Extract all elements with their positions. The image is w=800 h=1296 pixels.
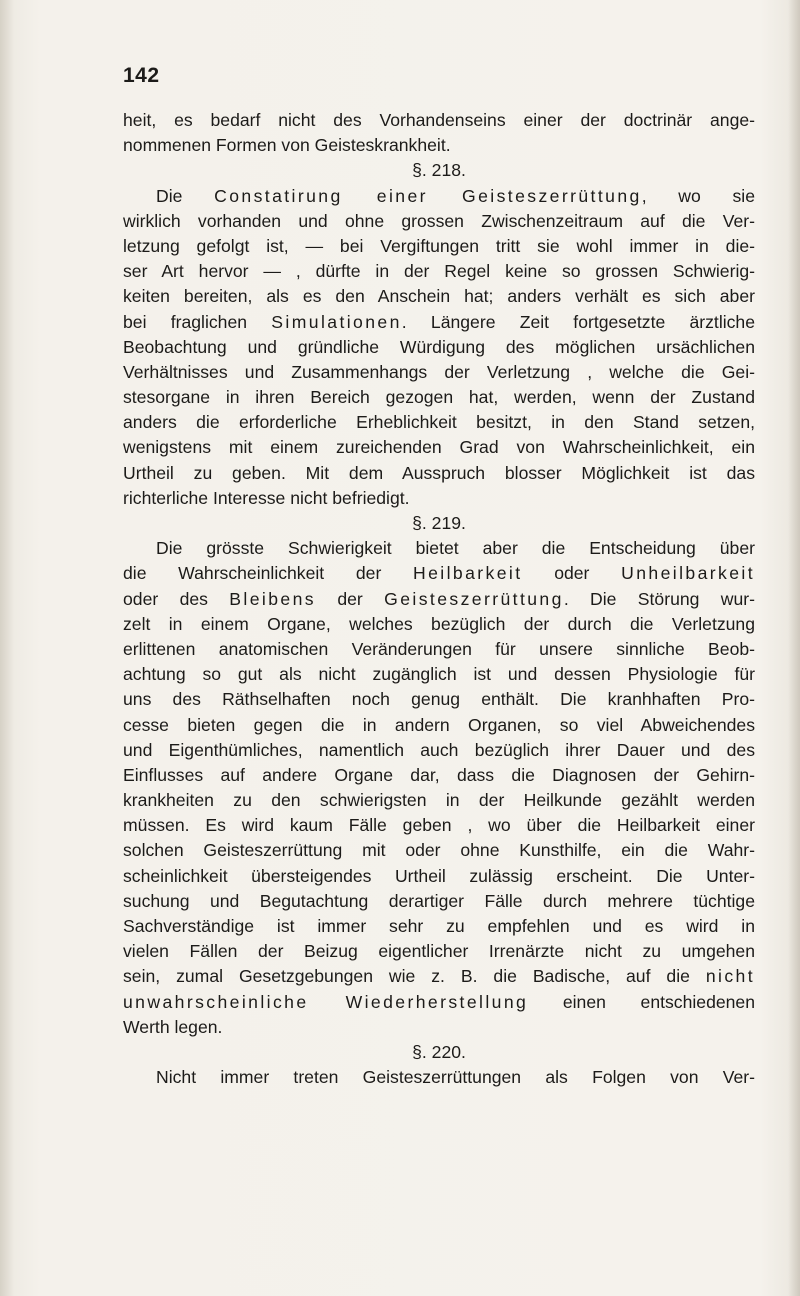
text-line [123, 561, 755, 586]
text-segment: solchen Geisteszerrüttung mit oder ohne Kunsthilfe, ein die Wahr- [123, 840, 755, 861]
text-line [123, 788, 755, 813]
emphasized-text: Unheilbarkeit [621, 563, 755, 584]
text-segment: müssen. Es wird kaum Fälle geben , wo über die Heilbarkeit einer [123, 815, 755, 836]
text-segment: bei fraglichen [123, 311, 272, 332]
text-line [123, 385, 755, 410]
text-line [123, 662, 755, 687]
text-segment: scheinlichkeit übersteigendes Urtheil zulässig erscheint. Die Unter- [123, 865, 755, 886]
text-segment: sein, zumal Gesetzgebungen wie z. B. die Badische, auf die [123, 966, 706, 987]
text-line [123, 410, 755, 435]
text-line [123, 234, 755, 259]
emphasized-text: nicht [705, 966, 755, 987]
section-heading-218: §. 218. [412, 160, 466, 181]
text-segment: und Eigenthümliches, namentlich auch bezüglich ihrer Dauer und des [123, 739, 755, 760]
text-segment: achtung so gut als nicht zugänglich ist und dessen Physiologie für [123, 664, 755, 685]
text-line [123, 713, 755, 738]
emphasized-text: Geisteszerrüttung [384, 588, 564, 609]
paragraph-219 [123, 536, 755, 1040]
text-segment: suchung und Begutachtung derartiger Fälle durch mehrere tüchtige [123, 890, 755, 911]
text-line [123, 813, 755, 838]
emphasized-text: Heilbarkeit [413, 563, 523, 584]
text-line [123, 360, 755, 385]
text-segment: Werth legen. [123, 1016, 223, 1037]
paragraph-218 [123, 184, 755, 511]
text-line [123, 184, 755, 209]
emphasized-text: Simulationen [271, 311, 402, 332]
section-heading-219: §. 219. [412, 513, 466, 533]
text-line: Nicht immer treten Geisteszerrüttungen als Folgen von Ver- [156, 1067, 755, 1088]
text-segment: , wo sie [641, 185, 755, 206]
text-segment: anders die erforderliche Erheblichkeit besitzt, in den Stand setzen, [123, 412, 755, 433]
text-line [123, 310, 755, 335]
text-segment: wirklich vorhanden und ohne grossen Zwischenzeitraum auf die Ver- [123, 210, 755, 231]
text-line [123, 1015, 755, 1040]
text-segment: Die [156, 185, 215, 206]
page-left-edge [0, 0, 14, 1296]
text-line [123, 687, 755, 712]
text-line [123, 335, 755, 360]
emphasized-text: Bleibens [229, 588, 316, 609]
emphasized-text: Constatirung einer Geisteszerrüttung [214, 185, 642, 206]
text-line [123, 209, 755, 234]
text-line [123, 486, 755, 511]
text-line [123, 435, 755, 460]
text-segment: oder [522, 563, 622, 584]
text-segment: Verhältnisses und Zusammenhangs der Verletzung , welche die Gei- [123, 361, 755, 382]
text-segment: richterliche Interesse nicht befriedigt. [123, 487, 410, 508]
text-segment: wenigstens mit einem zureichenden Grad von Wahrscheinlichkeit, ein [123, 437, 755, 458]
text-segment: ser Art hervor — , dürfte in der Regel keine so grossen Schwierig- [123, 261, 755, 282]
text-segment: Beobachtung und gründliche Würdigung des möglichen ursächlichen [123, 336, 755, 357]
text-line [123, 990, 755, 1015]
text-segment: vielen Fällen der Beizug eigentlicher Irrenärzte nicht zu umgehen [123, 941, 755, 962]
text-line [123, 889, 755, 914]
text-line [123, 461, 755, 486]
text-line [123, 838, 755, 863]
text-segment: letzung gefolgt ist, — bei Vergiftungen tritt sie wohl immer in die- [123, 235, 755, 256]
text-segment: keiten bereiten, als es den Anschein hat; anders verhält es sich aber [123, 286, 755, 307]
text-segment: Einflusses auf andere Organe dar, dass die Diagnosen der Gehirn- [123, 764, 755, 785]
text-line [123, 612, 755, 637]
page-number: 142 [123, 64, 160, 87]
text-line: heit, es bedarf nicht des Vorhandenseins einer der doctrinär ange- [123, 110, 755, 130]
text-segment: Sachverständige ist immer sehr zu empfehlen und es wird in [123, 916, 755, 936]
text-line [123, 763, 755, 788]
text-segment: einen entschiedenen [528, 991, 756, 1012]
text-segment: stesorgane in ihren Bereich gezogen hat, werden, wenn der Zustand [123, 387, 755, 408]
text-line [123, 536, 755, 561]
text-segment: . Die Störung wur- [563, 588, 755, 609]
text-line [123, 587, 755, 612]
text-segment: krankheiten zu den schwierigsten in der Heilkunde gezählt werden [123, 790, 755, 811]
text-segment: die Wahrscheinlichkeit der [123, 563, 413, 584]
page-right-edge [788, 0, 800, 1296]
text-segment: der [316, 588, 385, 609]
text-line [123, 738, 755, 763]
text-segment: Urtheil zu geben. Mit dem Ausspruch blosser Möglichkeit ist das [123, 462, 755, 483]
text-line [123, 964, 755, 989]
text-segment: erlittenen anatomischen Veränderungen für unsere sinnliche Beob- [123, 638, 755, 659]
text-segment: . Längere Zeit fortgesetzte ärztliche [401, 311, 755, 332]
text-line [123, 864, 755, 889]
text-segment: Die grösste Schwierigkeit bietet aber die Entscheidung über [156, 538, 755, 559]
text-line: nommenen Formen von Geisteskrankheit. [123, 135, 451, 156]
text-line [123, 939, 755, 964]
text-segment: uns des Räthselhaften noch genug enthält. Die kranhhaften Pro- [123, 689, 755, 710]
body-text [123, 108, 755, 1090]
text-segment: oder des [123, 588, 230, 609]
section-heading-220: §. 220. [412, 1041, 466, 1062]
text-line [123, 259, 755, 284]
text-line [123, 284, 755, 309]
text-segment: zelt in einem Organe, welches bezüglich der durch die Verletzung [123, 613, 755, 634]
text-line [123, 637, 755, 662]
text-line [123, 914, 755, 939]
text-segment: cesse bieten gegen die in andern Organen, so viel Abweichendes [123, 714, 755, 735]
emphasized-text: unwahrscheinliche Wiederherstellung [123, 991, 529, 1012]
